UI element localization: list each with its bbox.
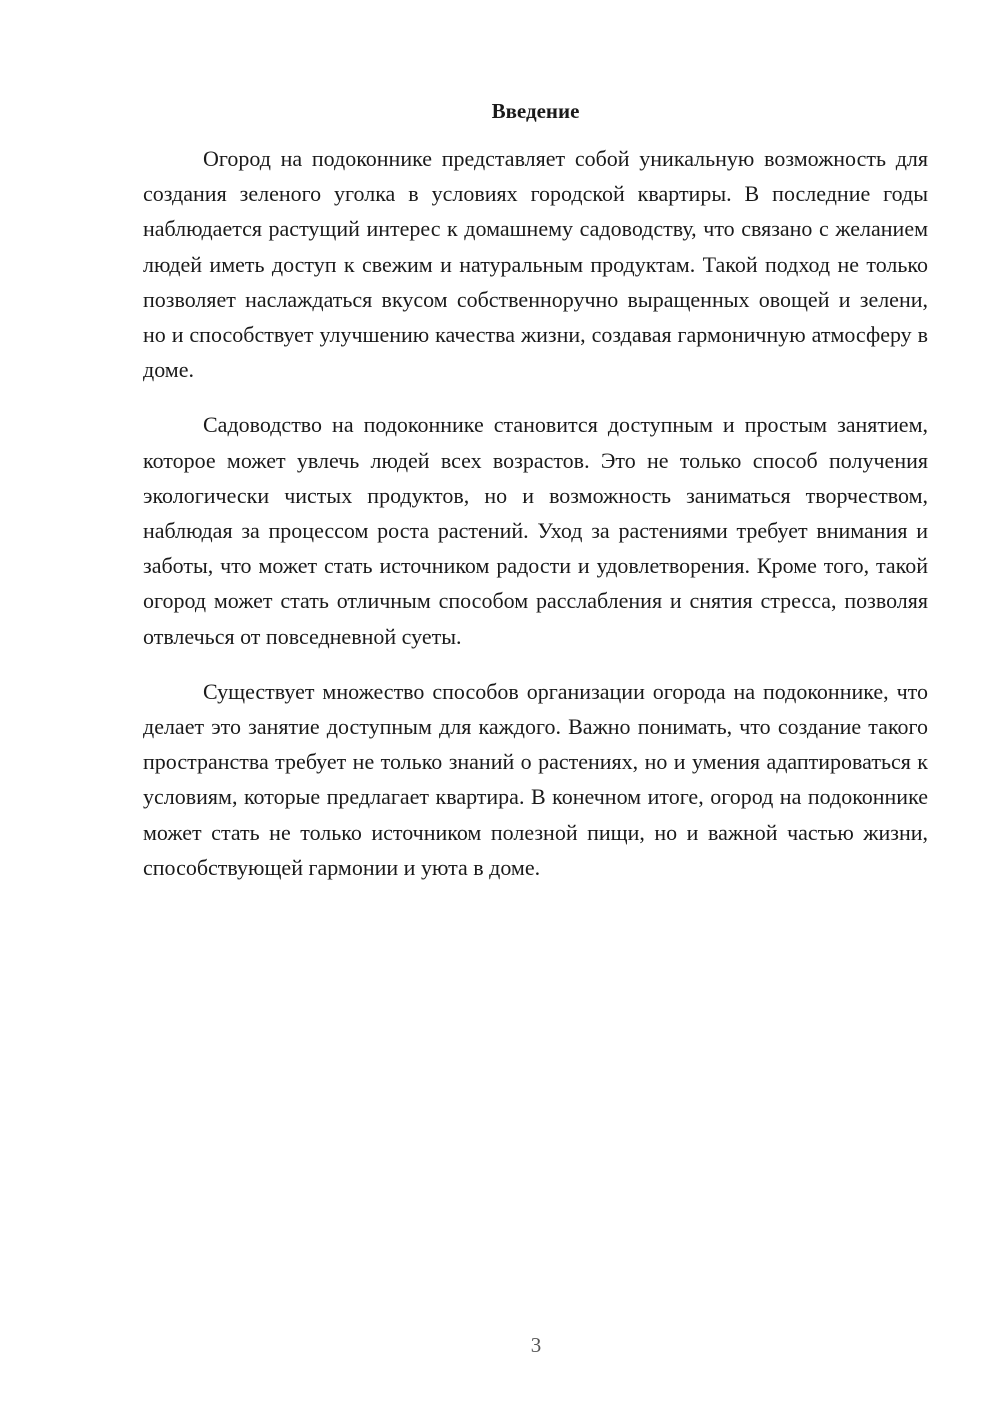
section-heading: Введение [491,99,580,123]
page-number: 3 [530,1333,542,1357]
paragraph-2: Садоводство на подоконнике становится доступным и простым занятием, которое может увлечь людей всех возрастов. Это не только способ получения экологически чистых продуктов, но и возможность заниматься творчеством, наблюдая за процессом роста растений. Уход за растениями требует внимания и заботы, что может стать источником радости и удовлетворения. Кроме того, такой огород может стать отличным способом расслабления и снятия стресса, позволяя отвлечься от повседневной суеты. [143,412,928,649]
document-page [143,93,928,905]
paragraph-3: Существует множество способов организации огорода на подоконнике, что делает это занятие доступным для каждого. Важно понимать, что создание такого пространства требует не только знаний о растениях, но и умения адаптироваться к условиям, которые предлагает квартира. В конечном итоге, огород на подоконнике может стать не только источником полезной пищи, но и важной частью жизни, способствующей гармонии и уюта в доме. [143,678,928,880]
paragraph-1: Огород на подоконнике представляет собой уникальную возможность для создания зеленого уголка в условиях городской квартиры. В последние годы наблюдается растущий интерес к домашнему садоводству, что связано с желанием людей иметь доступ к свежим и натуральным продуктам. Такой подход не только позволяет наслаждаться вкусом собственноручно выращенных овощей и зелени, но и способствует улучшению качества жизни, создавая гармоничную атмосферу в доме. [143,146,928,383]
